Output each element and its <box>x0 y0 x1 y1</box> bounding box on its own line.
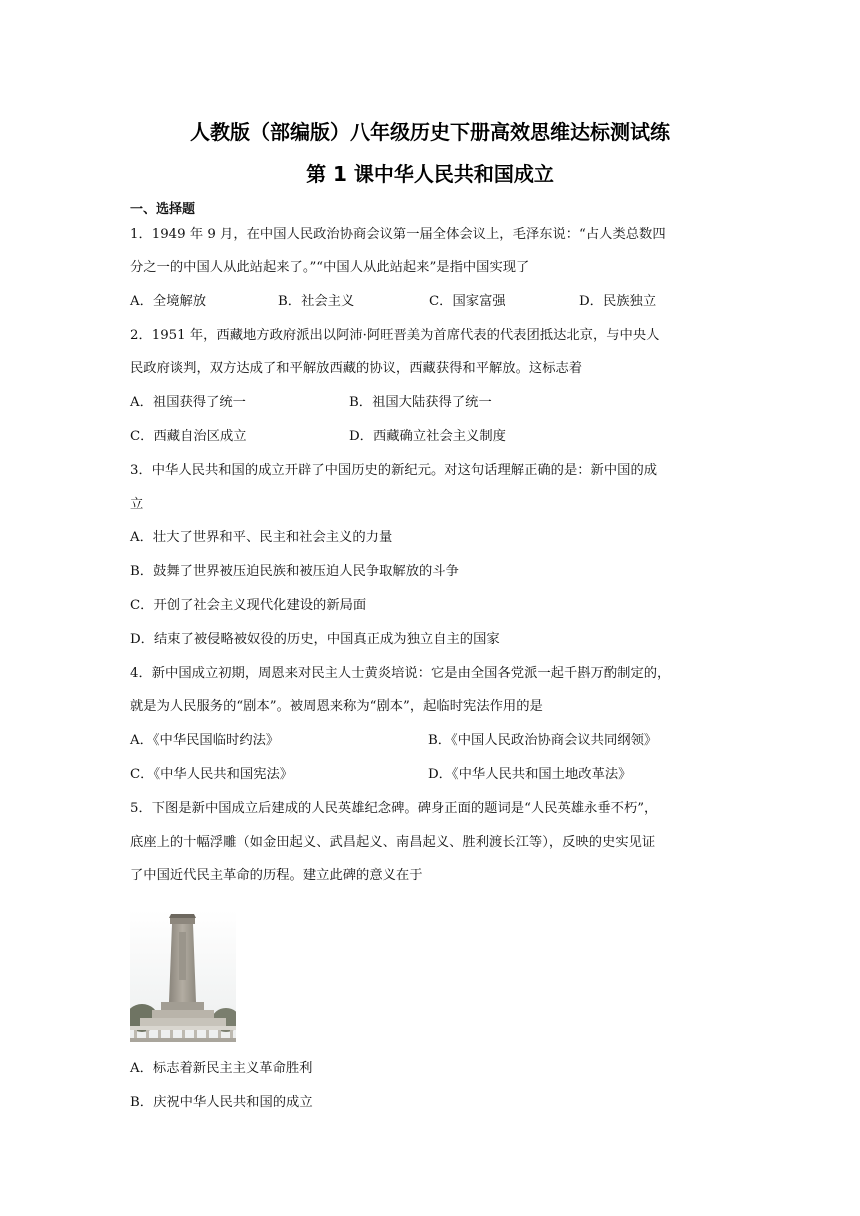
question-5-line-3: 了中国近代民主革命的历程。建立此碑的意义在于 <box>130 868 423 883</box>
question-2-line-1: 2．1951 年，西藏地方政府派出以阿沛·阿旺晋美为首席代表的代表团抵达北京，与中央人 <box>130 328 660 343</box>
question-4-option-c: C．《中华人民共和国宪法》 <box>130 767 294 782</box>
question-2-option-b: B．祖国大陆获得了统一 <box>349 395 492 410</box>
question-4-option-d: D．《中华人民共和国土地改革法》 <box>428 767 632 782</box>
question-1-line-1: 1．1949 年 9 月，在中国人民政治协商会议第一届全体会议上，毛泽东说：“占人类总数四 <box>130 227 666 242</box>
question-4-option-b: B．《中国人民政治协商会议共同纲领》 <box>428 733 658 748</box>
question-2-option-c: C．西藏自治区成立 <box>130 429 247 444</box>
section-heading: 一、选择题 <box>130 202 196 217</box>
question-5-line-1: 5．下图是新中国成立后建成的人民英雄纪念碑。碑身正面的题词是“人民英雄永垂不朽”， <box>130 801 658 816</box>
question-2-option-d: D．西藏确立社会主义制度 <box>349 429 506 444</box>
question-3-option-b: B．鼓舞了世界被压迫民族和被压迫人民争取解放的斗争 <box>130 564 459 579</box>
question-4-line-1: 4．新中国成立初期，周恩来对民主人士黄炎培说：它是由全国各党派一起千斟万酌制定的， <box>130 666 671 681</box>
question-5-line-2: 底座上的十幅浮雕（如金田起义、武昌起义、南昌起义、胜利渡长江等），反映的史实见证 <box>130 835 656 850</box>
question-4-line-2: 就是为人民服务的“剧本”。被周恩来称为“剧本”，起临时宪法作用的是 <box>130 699 543 714</box>
question-1-option-a: A．全境解放 <box>130 294 207 309</box>
monument-photo <box>130 910 236 1042</box>
question-2-line-2: 民政府谈判，双方达成了和平解放西藏的协议，西藏获得和平解放。这标志着 <box>130 361 583 376</box>
question-1-option-d: D．民族独立 <box>579 294 657 309</box>
question-3-line-1: 3．中华人民共和国的成立开辟了中国历史的新纪元。对这句话理解正确的是：新中国的成 <box>130 463 658 478</box>
question-1-line-2: 分之一的中国人从此站起来了。”“中国人从此站起来”是指中国实现了 <box>130 260 530 275</box>
question-4-option-a: A．《中华民国临时约法》 <box>130 733 280 748</box>
question-1-option-b: B．社会主义 <box>278 294 355 309</box>
question-3-option-a: A．壮大了世界和平、民主和社会主义的力量 <box>130 530 393 545</box>
question-3-line-2: 立 <box>130 497 144 512</box>
question-3-option-d: D．结束了被侵略被奴役的历史，中国真正成为独立自主的国家 <box>130 632 500 647</box>
question-3-option-c: C．开创了社会主义现代化建设的新局面 <box>130 598 367 613</box>
lesson-title: 第 1 课中华人民共和国成立 <box>306 162 554 186</box>
question-2-option-a: A．祖国获得了统一 <box>130 395 246 410</box>
question-5-option-a: A．标志着新民主主义革命胜利 <box>130 1061 313 1076</box>
question-5-option-b: B．庆祝中华人民共和国的成立 <box>130 1095 313 1110</box>
question-1-option-c: C．国家富强 <box>429 294 506 309</box>
document-title: 人教版（部编版）八年级历史下册高效思维达标测试练 <box>190 120 670 144</box>
